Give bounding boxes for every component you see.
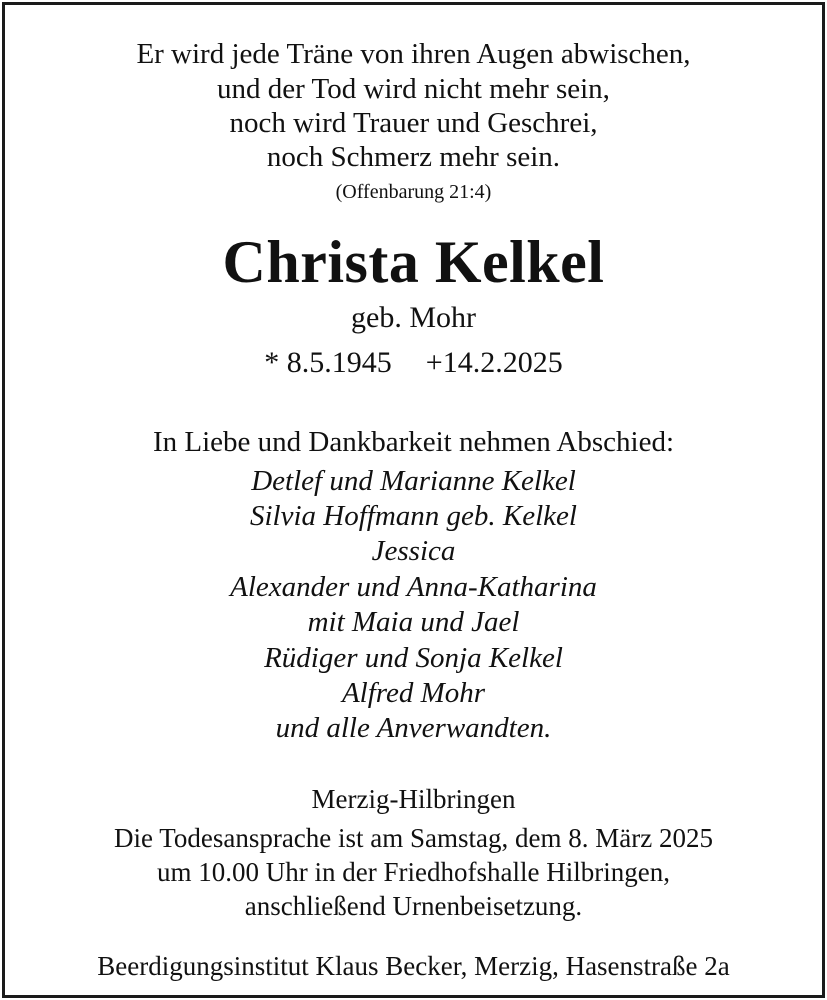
mourner-line: Jessica [371,535,456,567]
deceased-name: Christa Kelkel [222,229,605,295]
mourner-line: Silvia Hoffmann geb. Kelkel [250,500,577,532]
place: Merzig-Hilbringen [311,784,516,814]
mourner-line: mit Maia und Jael [307,606,520,638]
mourner-line: Alexander und Anna-Katharina [230,571,597,603]
verse-line: und der Tod wird nicht mehr sein, [217,73,610,105]
mourner-line: Alfred Mohr [341,677,486,709]
ceremony-line: Die Todesansprache ist am Samstag, dem 8. März 2025 [114,823,713,853]
verse-line: Er wird jede Träne von ihren Augen abwischen, [136,38,691,70]
mourner-line: und alle Anverwandten. [275,712,552,744]
verse-line: noch wird Trauer und Geschrei, [229,107,598,139]
maiden-name: geb. Mohr [351,301,476,334]
ceremony-line: um 10.00 Uhr in der Friedhofshalle Hilbringen, [157,857,670,887]
obituary-notice [2,2,825,998]
ceremony-line: anschließend Urnenbeisetzung. [244,891,583,921]
mourner-line: Detlef und Marianne Kelkel [251,465,576,497]
birth-date: * 8.5.1945 [264,346,392,379]
life-dates [5,346,822,380]
verse-reference: (Offenbarung 21:4) [335,181,492,203]
funeral-home: Beerdigungsinstitut Klaus Becker, Merzig, Hasenstraße 2a [97,951,730,981]
verse-line: noch Schmerz mehr sein. [266,141,561,173]
farewell-intro: In Liebe und Dankbarkeit nehmen Abschied: [152,426,675,458]
death-date: +14.2.2025 [425,346,563,379]
mourner-line: Rüdiger und Sonja Kelkel [264,642,563,674]
